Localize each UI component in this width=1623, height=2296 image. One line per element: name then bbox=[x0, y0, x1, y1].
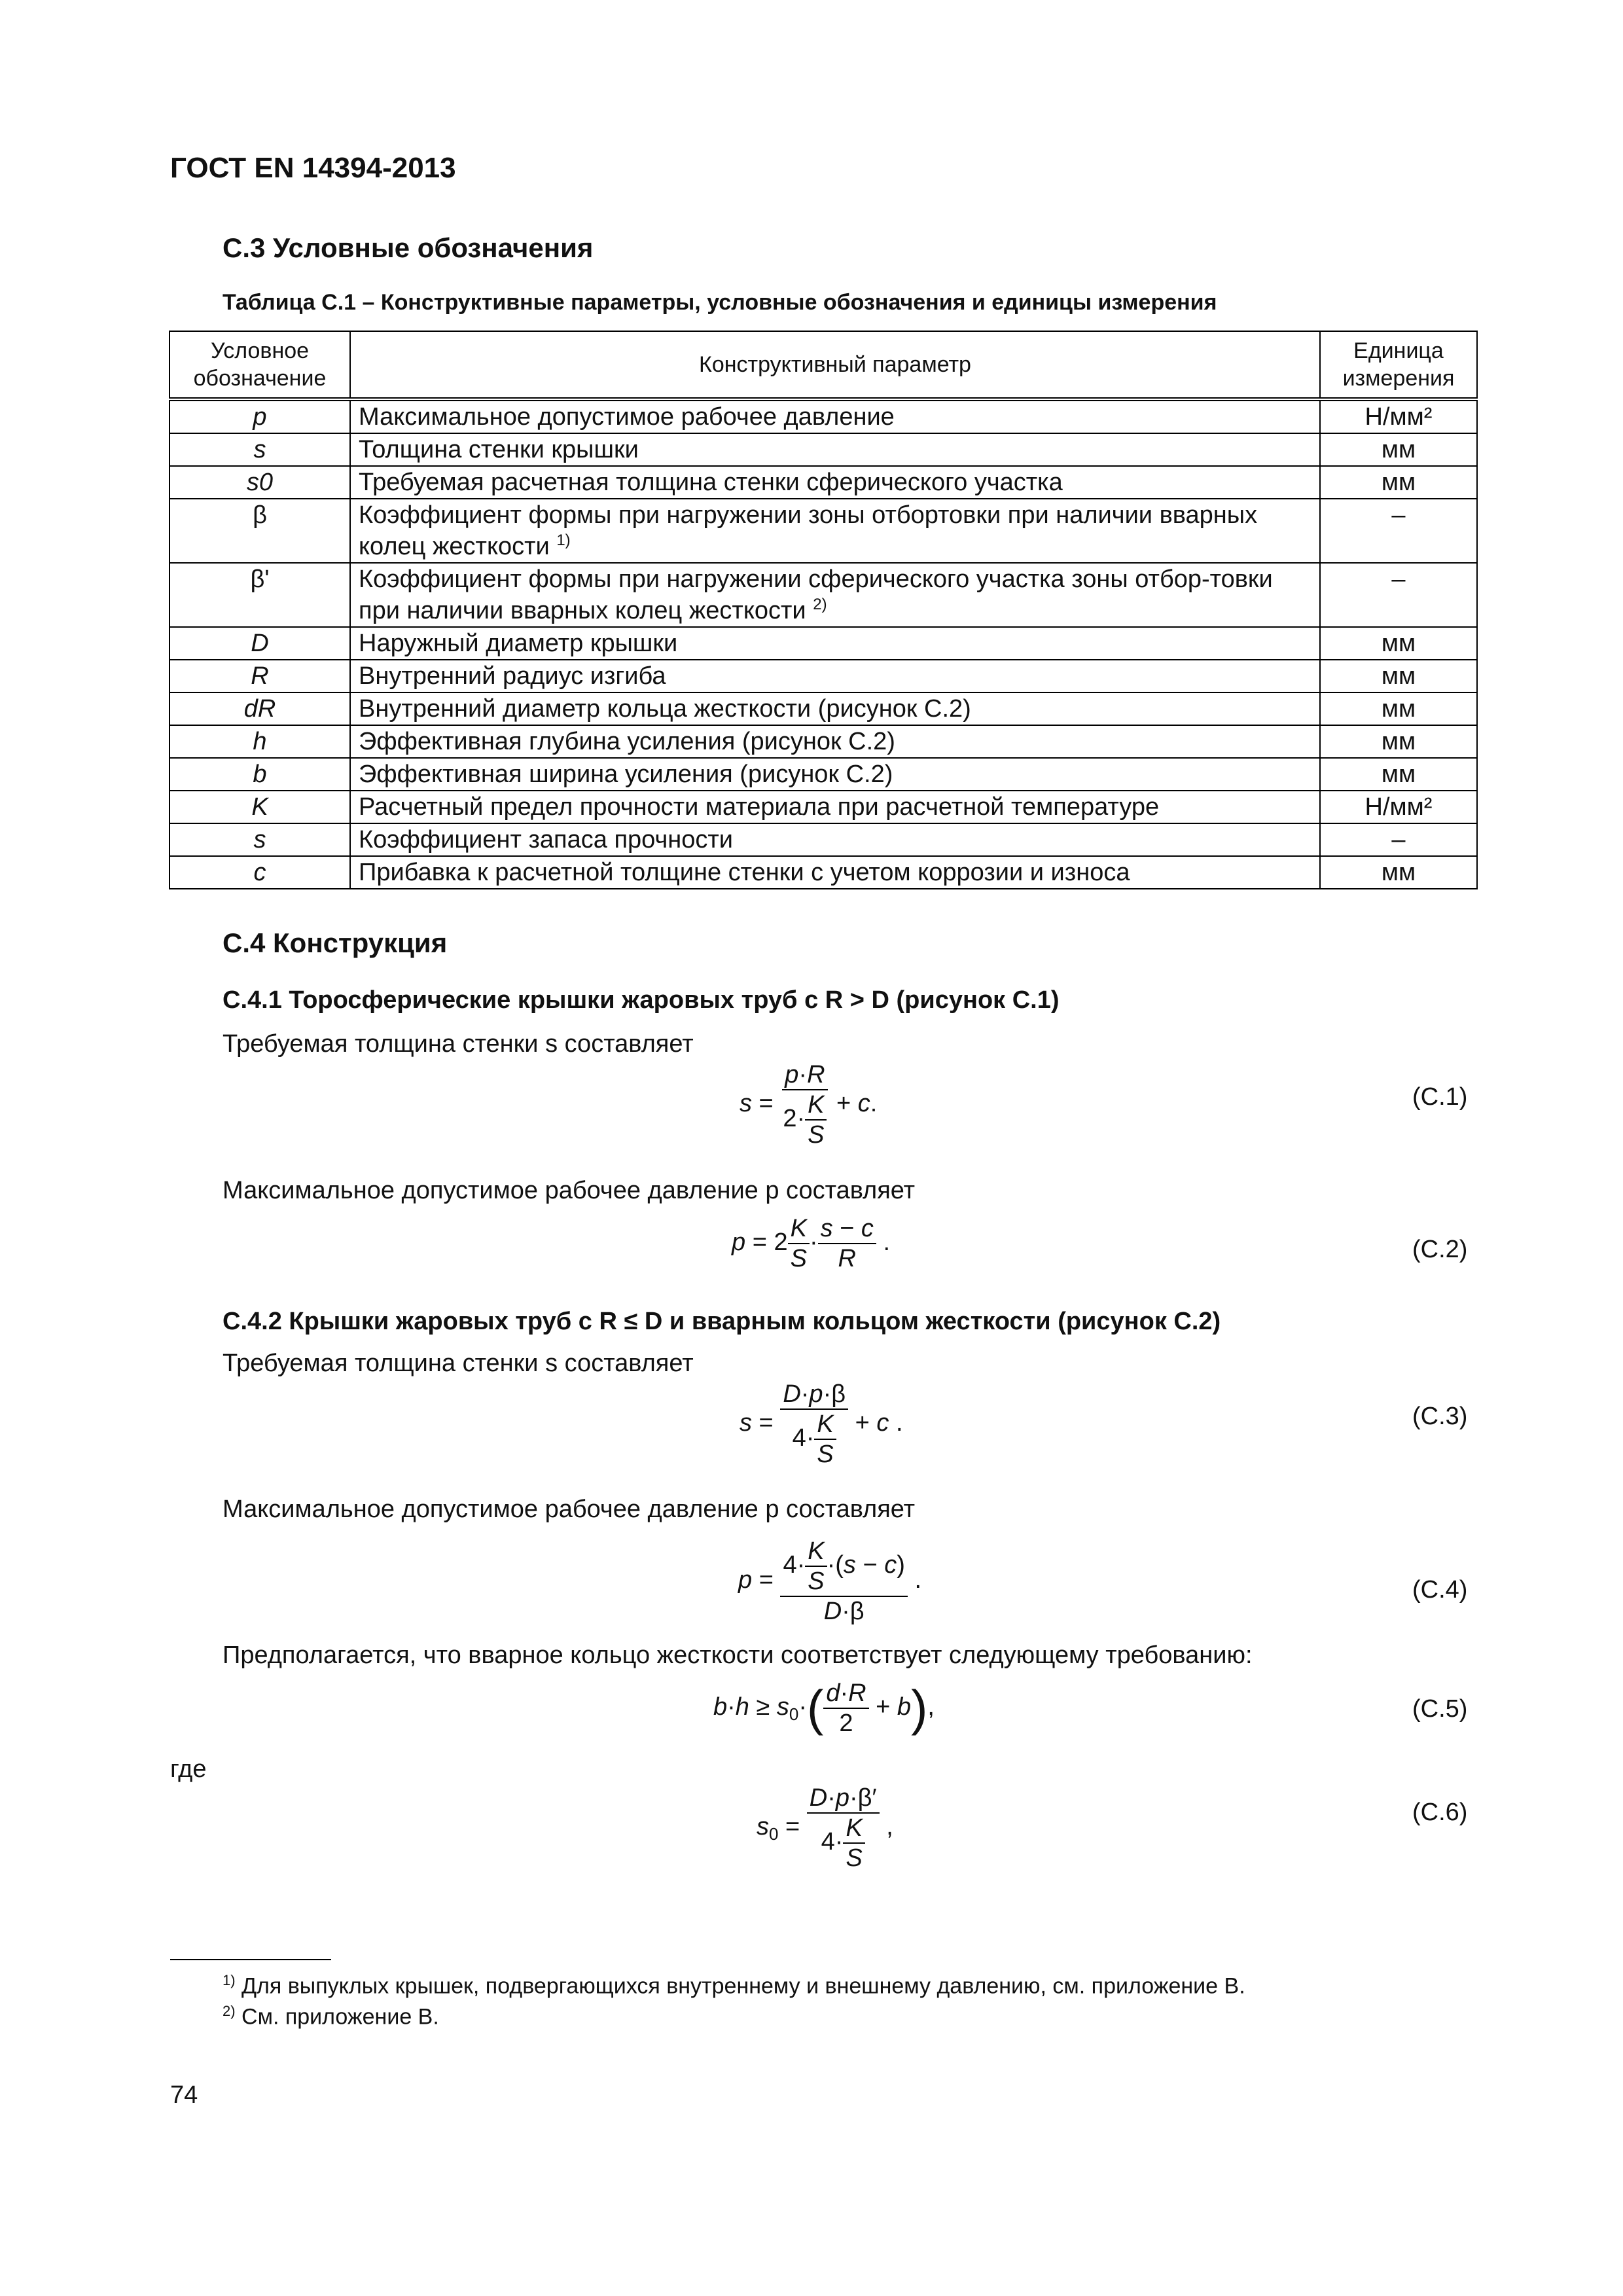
formula-c6: $s_0$ = D·p·β′ 4· $\frac{K}{S}$ , bbox=[757, 1784, 893, 1872]
header-unit: Единица измерения bbox=[1320, 331, 1477, 399]
row-symbol: s bbox=[169, 433, 350, 466]
row-unit: мм bbox=[1320, 725, 1477, 758]
row-param: Прибавка к расчетной толщине стенки с учетом коррозии и износа bbox=[350, 856, 1320, 889]
footnote-1 bbox=[223, 1972, 1245, 1999]
table-row bbox=[169, 399, 1477, 433]
row-param: Эффективная глубина усиления (рисунок С.2) bbox=[350, 725, 1320, 758]
row-symbol: dR bbox=[169, 692, 350, 725]
text-required-thickness-2: Требуемая толщина стенки s составляет bbox=[223, 1350, 694, 1377]
table-caption: Таблица С.1 – Конструктивные параметры, условные обозначения и единицы измерения bbox=[223, 290, 1217, 315]
table-row bbox=[169, 725, 1477, 758]
row-symbol: s bbox=[169, 823, 350, 856]
row-symbol: R bbox=[169, 660, 350, 692]
equation-number: (С.2) bbox=[1412, 1236, 1468, 1263]
table-row bbox=[169, 791, 1477, 823]
formula-c4: p = 4· $\frac{K}{S}$ ·(s − c) D·β . bbox=[738, 1537, 922, 1625]
equation-number: (С.3) bbox=[1412, 1403, 1468, 1430]
row-unit: мм bbox=[1320, 660, 1477, 692]
table-row bbox=[169, 692, 1477, 725]
row-symbol: K bbox=[169, 791, 350, 823]
row-unit: мм bbox=[1320, 466, 1477, 499]
section-c42-heading: С.4.2 Крышки жаровых труб с R ≤ D и вварным кольцом жесткости (рисунок С.2) bbox=[223, 1308, 1221, 1335]
section-c41-heading: С.4.1 Торосферические крышки жаровых труб с R > D (рисунок С.1) bbox=[223, 986, 1060, 1014]
footnote-ref: 2) bbox=[813, 596, 827, 613]
row-param: Требуемая расчетная толщина стенки сферического участка bbox=[350, 466, 1320, 499]
text-required-thickness: Требуемая толщина стенки s составляет bbox=[223, 1030, 694, 1058]
table-row bbox=[169, 758, 1477, 791]
row-param: Эффективная ширина усиления (рисунок С.2) bbox=[350, 758, 1320, 791]
equation-number: (С.6) bbox=[1412, 1799, 1468, 1826]
footnote-text: Для выпуклых крышек, подвергающихся внутреннему и внешнему давлению, см. приложение В. bbox=[241, 1973, 1245, 1999]
table-row bbox=[169, 627, 1477, 660]
row-symbol: s0 bbox=[169, 466, 350, 499]
row-unit: – bbox=[1320, 563, 1477, 627]
row-param-text: Коэффициент формы при нагружении зоны отбортовки при наличии вварных колец жесткости bbox=[359, 501, 1258, 560]
page-number: 74 bbox=[170, 2081, 198, 2109]
row-param: Максимальное допустимое рабочее давление bbox=[350, 399, 1320, 433]
text-where: где bbox=[170, 1755, 207, 1783]
row-unit: мм bbox=[1320, 627, 1477, 660]
row-symbol: β' bbox=[169, 563, 350, 627]
row-symbol: p bbox=[169, 399, 350, 433]
footnote-2 bbox=[223, 2003, 439, 2030]
parameters-table bbox=[169, 331, 1478, 889]
row-symbol: h bbox=[169, 725, 350, 758]
row-param: Толщина стенки крышки bbox=[350, 433, 1320, 466]
text-assumption: Предполагается, что вварное кольцо жесткости соответствует следующему требованию: bbox=[223, 1641, 1253, 1669]
formula-c1: s = p·R 2· $\frac{K}{S}$ + c. bbox=[740, 1061, 878, 1149]
header-symbol: Условное обозначение bbox=[169, 331, 350, 399]
header-parameter: Конструктивный параметр bbox=[350, 331, 1320, 399]
row-unit: мм bbox=[1320, 433, 1477, 466]
formula-c5: $b\cdot h \ge s_0\cdot$( $\frac{d\cdot R}{2}$ + b), bbox=[713, 1679, 935, 1737]
document-header: ГОСТ EN 14394-2013 bbox=[170, 152, 456, 184]
row-param bbox=[350, 563, 1320, 627]
table-header-row bbox=[169, 331, 1477, 399]
equation-number: (С.5) bbox=[1412, 1695, 1468, 1723]
footnote-mark: 2) bbox=[223, 2003, 236, 2019]
row-unit: мм bbox=[1320, 856, 1477, 889]
row-unit: – bbox=[1320, 823, 1477, 856]
footnote-ref: 1) bbox=[556, 531, 571, 549]
formula-c3: s = D·p·β 4· $\frac{K}{S}$ + c . bbox=[740, 1380, 903, 1468]
formula-c2: p = 2 $\frac{K}{S}$ · $\frac{s - c}{R}$ . bbox=[732, 1215, 891, 1272]
row-unit: – bbox=[1320, 499, 1477, 563]
text-max-pressure-2: Максимальное допустимое рабочее давление p составляет bbox=[223, 1496, 916, 1523]
row-param: Наружный диаметр крышки bbox=[350, 627, 1320, 660]
equation-number: (С.1) bbox=[1412, 1083, 1468, 1111]
table-row bbox=[169, 856, 1477, 889]
footnote-separator bbox=[170, 1959, 331, 1960]
table-row bbox=[169, 499, 1477, 563]
row-unit: мм bbox=[1320, 692, 1477, 725]
footnote-mark: 1) bbox=[223, 1972, 236, 1988]
row-param-text: Коэффициент формы при нагружении сферического участка зоны отбор-товки при наличии вварных колец жесткости bbox=[359, 565, 1273, 624]
row-param: Внутренний радиус изгиба bbox=[350, 660, 1320, 692]
row-symbol: D bbox=[169, 627, 350, 660]
text-max-pressure: Максимальное допустимое рабочее давление p составляет bbox=[223, 1177, 916, 1204]
section-c3-heading: С.3 Условные обозначения bbox=[223, 232, 594, 263]
row-param bbox=[350, 499, 1320, 563]
section-c4-heading: С.4 Конструкция bbox=[223, 927, 448, 958]
equation-number: (С.4) bbox=[1412, 1576, 1468, 1604]
table-row bbox=[169, 660, 1477, 692]
row-param: Внутренний диаметр кольца жесткости (рисунок С.2) bbox=[350, 692, 1320, 725]
table-row bbox=[169, 823, 1477, 856]
row-unit: Н/мм² bbox=[1320, 791, 1477, 823]
row-symbol: b bbox=[169, 758, 350, 791]
row-symbol: c bbox=[169, 856, 350, 889]
row-param: Расчетный предел прочности материала при расчетной температуре bbox=[350, 791, 1320, 823]
row-unit: мм bbox=[1320, 758, 1477, 791]
table-row bbox=[169, 433, 1477, 466]
row-unit: Н/мм² bbox=[1320, 399, 1477, 433]
table-row bbox=[169, 466, 1477, 499]
footnote-text: См. приложение В. bbox=[241, 2004, 439, 2030]
row-symbol: β bbox=[169, 499, 350, 563]
table-row bbox=[169, 563, 1477, 627]
row-param: Коэффициент запаса прочности bbox=[350, 823, 1320, 856]
